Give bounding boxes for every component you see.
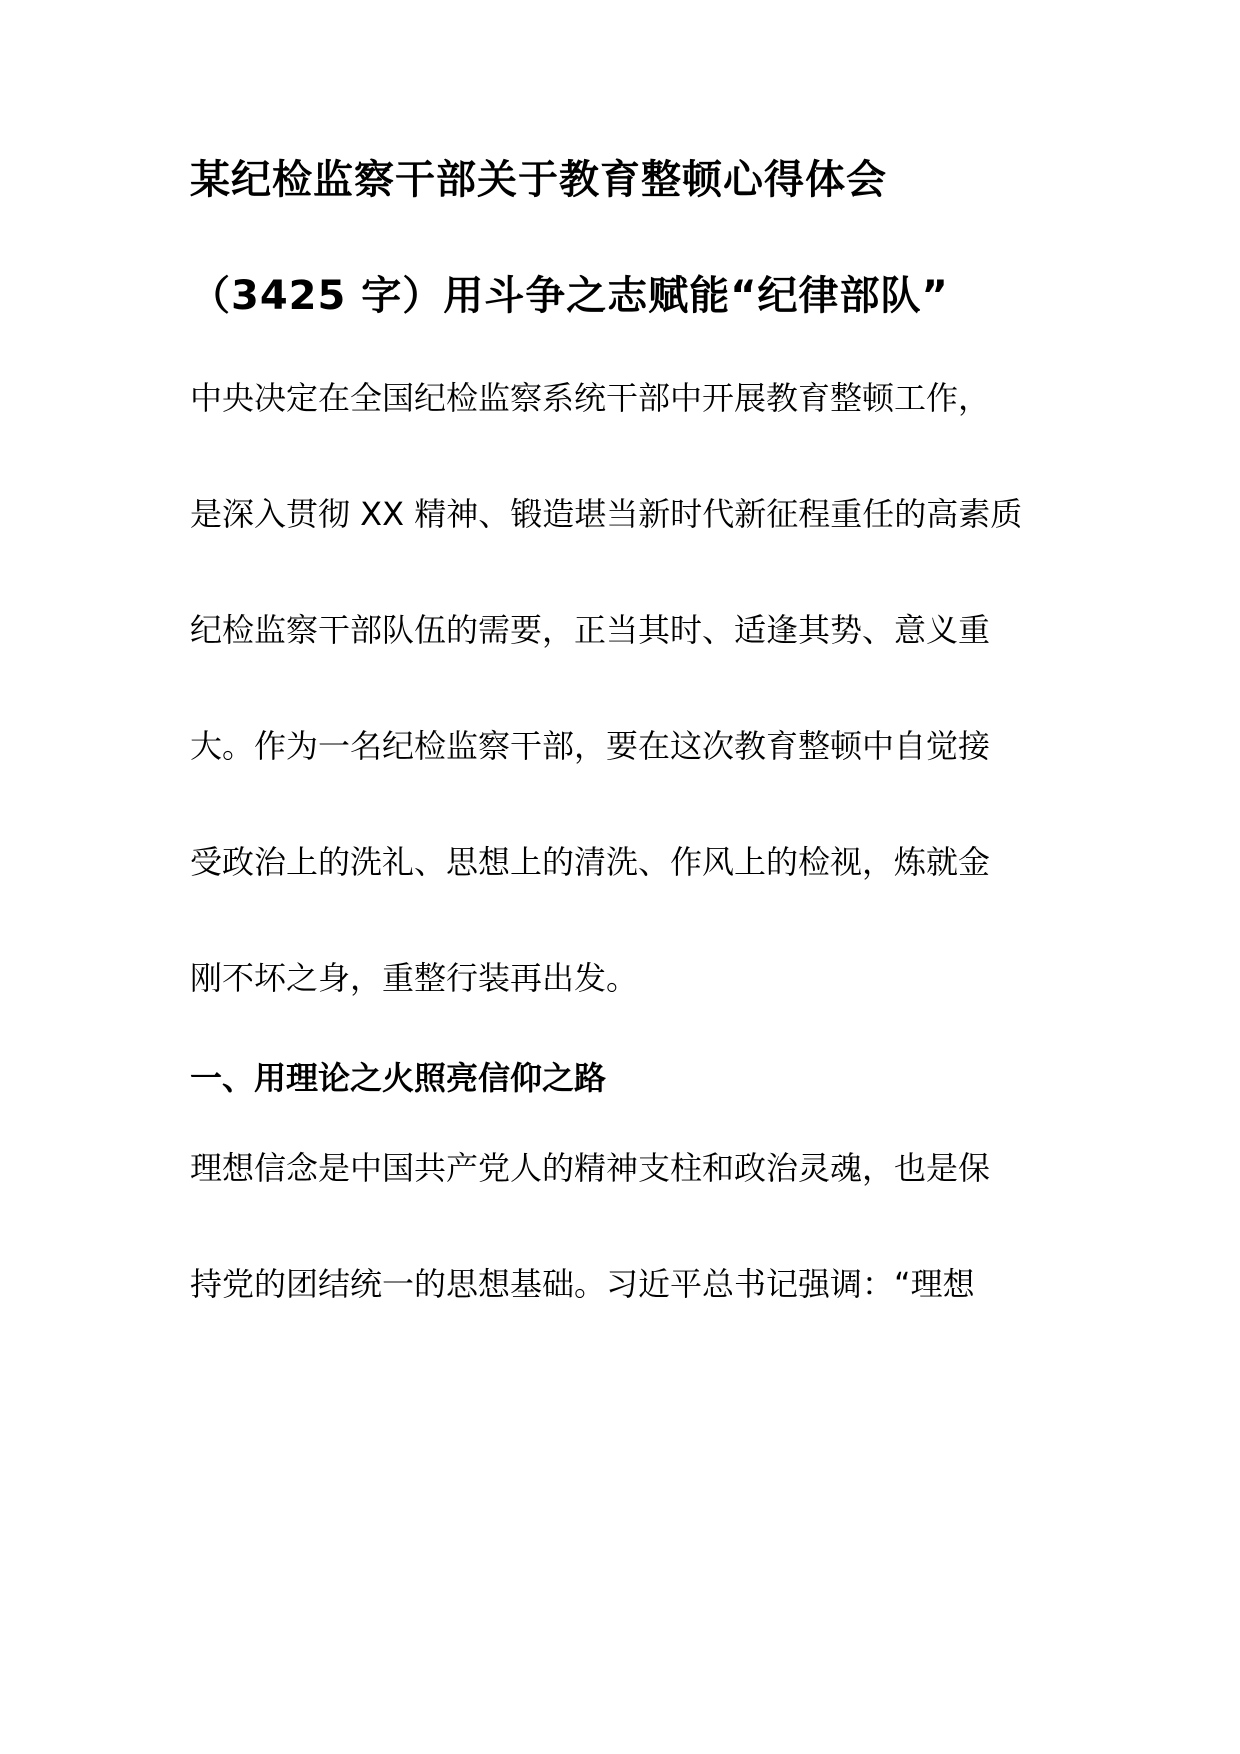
document-title-line-2: （3425 字）用斗争之志赋能“纪律部队” — [190, 273, 949, 319]
intro-line-3: 纪检监察干部队伍的需要，正当其时、适逢其势、意义重 — [190, 611, 991, 649]
intro-line-4: 大。作为一名纪检监察干部，要在这次教育整顿中自觉接 — [190, 727, 991, 765]
intro-line-2: 是深入贯彻 XX 精神、锻造堪当新时代新征程重任的高素质 — [190, 495, 1023, 533]
section-heading: 一、用理论之火照亮信仰之路 — [190, 1059, 607, 1097]
intro-line-6: 刚不坏之身，重整行装再出发。 — [190, 959, 639, 997]
section-paragraph-line-2: 持党的团结统一的思想基础。习近平总书记强调：“理想 — [190, 1265, 975, 1303]
intro-line-1: 中央决定在全国纪检监察系统干部中开展教育整顿工作， — [190, 379, 991, 417]
intro-line-5: 受政治上的洗礼、思想上的清洗、作风上的检视，炼就金 — [190, 843, 991, 881]
document-title-line-1: 某纪检监察干部关于教育整顿心得体会 — [190, 157, 887, 203]
section-paragraph-line-1: 理想信念是中国共产党人的精神支柱和政治灵魂，也是保 — [190, 1149, 991, 1187]
